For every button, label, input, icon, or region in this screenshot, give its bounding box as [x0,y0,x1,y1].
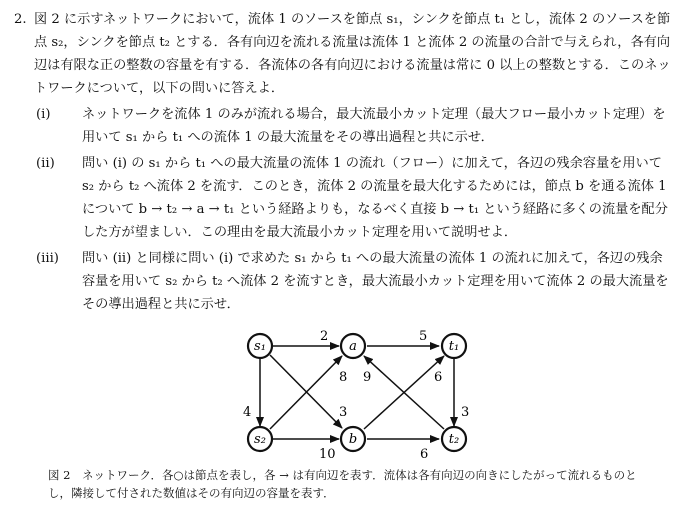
node-label: s₂ [254,432,266,447]
question-label: (ii) [36,156,55,171]
problem-number: 2. [14,12,27,27]
node-label: t₁ [448,339,460,354]
capacity-s1-a: 2 [320,329,329,344]
question-text: ネットワークを流体 1 のみが流れる場合，最大流最小カット定理（最大フロー最小カット定理）を用いて s₁ から t₁ への流体 1 の最大流量をその導出過程と共に示せ． [82,107,666,145]
question-label: (i) [36,107,51,122]
node-label: t₂ [448,432,460,447]
node-b [341,427,365,451]
problem-intro-text: 図 2 に示すネットワークにおいて，流体 1 のソースを節点 s₁，シンクを節点 t₁ とし，流体 2 のソースを節点 s₂，シンクを節点 t₂ とする．各有向辺を流れる流量は流体 1 と流体 2 の流量の合計で与えられ，各有向辺は有限な正の整数の容量を有する．各流体の各有向辺における流量は常に 0 以上の整数とする．このネットワークについて，以下の問いに答えよ． [34,12,671,96]
capacity-t1-t2: 3 [461,405,470,420]
node-label: b [348,432,358,447]
problem-intro [4,8,672,100]
problem-2 [4,8,672,316]
node-label: a [349,339,357,354]
node-t2 [442,427,466,451]
figure-caption: 図 2 ネットワーク．各○は節点を表し，各 → は有向辺を表す．流体は各有向辺の向きにしたがって流れるものとし，隣接して付された数値はその有向辺の容量を表す． [48,468,637,500]
question-iii [4,247,672,316]
node-label: s₁ [254,339,266,354]
node-s2 [248,427,272,451]
node-s1 [248,334,272,358]
capacity-t2-a: 9 [363,370,372,385]
capacity-a-t1: 5 [419,329,428,344]
network-figure [232,325,492,465]
capacity-b-t1: 6 [434,370,443,385]
question-label: (iii) [36,251,59,266]
question-text: 問い (ii) と同様に問い (i) で求めた s₁ から t₁ への最大流量の流体 1 の流れに加えて，各辺の残余容量を用いて s₂ から t₂ へ流体 2 を流すとき，最大流最小カット定理を用いて流体 2 の最大流量をその導出過程と共に示せ． [82,251,669,312]
node-t1 [442,334,466,358]
capacity-s1-s2: 4 [243,405,252,420]
question-i [4,103,672,149]
capacity-s2-b: 10 [319,447,336,462]
capacity-s2-a: 8 [339,370,348,385]
question-text: 問い (i) の s₁ から t₁ への最大流量の流体 1 の流れ（フロー）に加えて，各辺の残余容量を用いて s₂ から t₂ へ流体 2 を流す．このとき，流体 2 の流量を最大化するためには，節点 b を通る流体 1 について b → t₂ → a → t₁ という経路よりも，なるべく直接 b → t₁ という経路に多くの流量を配分した方が望ましい．この理由を最大流最小カット定理を用いて説明せよ． [82,156,668,240]
question-ii [4,152,672,244]
capacity-b-t2: 6 [420,447,429,462]
capacity-s1-b: 3 [339,405,348,420]
node-a [341,334,365,358]
